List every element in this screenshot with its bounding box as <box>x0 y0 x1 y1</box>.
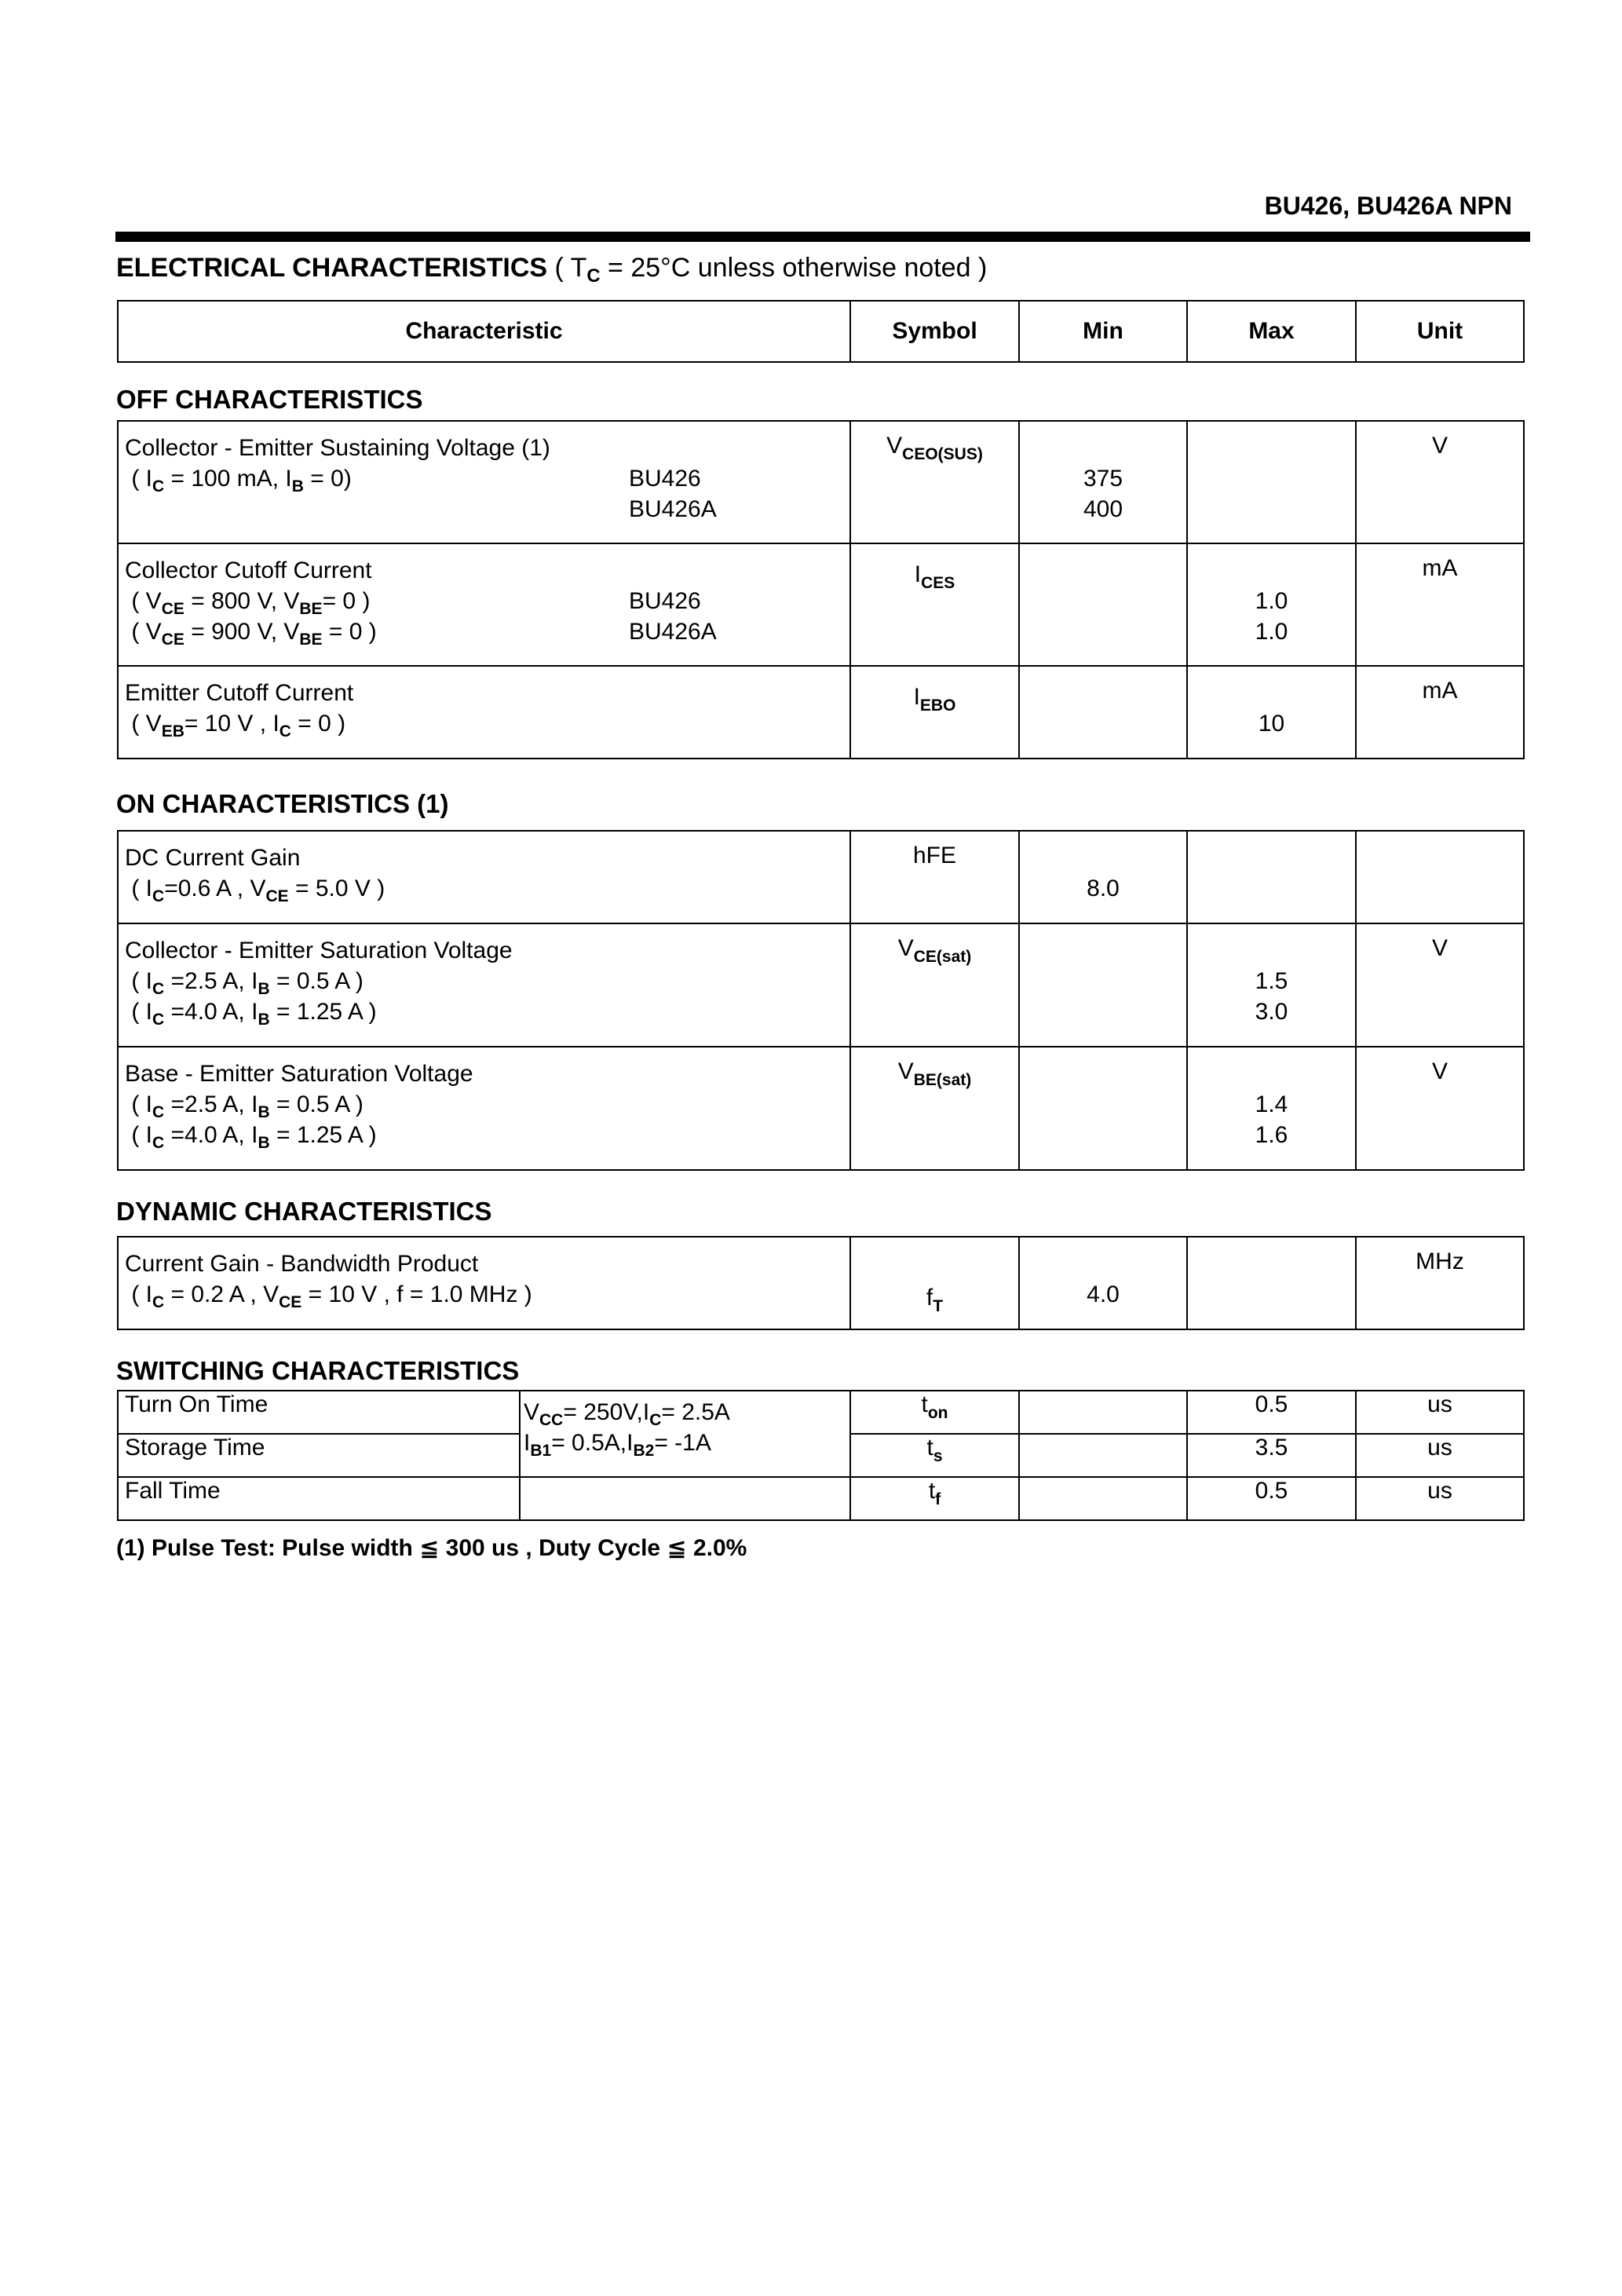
test-condition: ( $I_C =4.0$ A, $I_B = 1.25$ A ) <box>131 999 377 1029</box>
unit-cell: V <box>1356 923 1524 1047</box>
table-row <box>118 923 1524 1047</box>
unit-cell <box>1356 831 1524 923</box>
characteristic-cell <box>118 831 850 923</box>
unit-cell: mA <box>1356 543 1524 666</box>
part-number: BU426, BU426A NPN <box>1264 192 1512 220</box>
switching-characteristics-table <box>117 1390 1525 1521</box>
max-cell: 0.5 <box>1187 1391 1356 1434</box>
characteristic-cell <box>118 421 850 543</box>
unit-cell: V <box>1356 421 1524 543</box>
param-name: Collector - Emitter Saturation Voltage <box>125 938 513 963</box>
param-name: DC Current Gain <box>125 845 301 871</box>
min-cell <box>1019 1391 1187 1434</box>
table-row <box>118 1237 1524 1329</box>
device-name: BU426 <box>629 588 701 614</box>
max-cell <box>1187 1237 1356 1329</box>
page-title <box>116 253 988 287</box>
symbol-cell: $t_f$ <box>850 1477 1019 1520</box>
column-header-table <box>117 300 1525 363</box>
min-cell <box>1019 1477 1187 1520</box>
section-switching-title: SWITCHING CHARACTERISTICS <box>116 1356 520 1385</box>
param-name: Collector - Emitter Sustaining Voltage (1) <box>125 435 550 461</box>
max-cell: 1.4 1.6 <box>1187 1047 1356 1170</box>
symbol-cell: $I_{EBO}$ <box>850 666 1019 759</box>
test-condition: ( $I_C =2.5$ A, $I_B = 0.5$ A ) <box>131 968 363 998</box>
off-characteristics-table <box>117 420 1525 759</box>
unit-cell: mA <box>1356 666 1524 759</box>
device-name: BU426A <box>629 619 717 645</box>
table-row <box>118 543 1524 666</box>
switching-param-name: Fall Time <box>118 1477 520 1520</box>
unit-cell: us <box>1356 1477 1524 1520</box>
table-row <box>118 1391 1524 1434</box>
test-condition: ( $I_C = 100$ mA, $I_B = 0$) BU426 <box>125 463 849 494</box>
table-row <box>118 666 1524 759</box>
device-name: BU426 <box>629 466 701 492</box>
dynamic-characteristics-table <box>117 1236 1525 1330</box>
param-name: Base - Emitter Saturation Voltage <box>125 1061 473 1087</box>
section-dynamic-title: DYNAMIC CHARACTERISTICS <box>116 1197 492 1226</box>
symbol-cell: $V_{CE(sat)}$ <box>850 923 1019 1047</box>
on-characteristics-table <box>117 830 1525 1171</box>
symbol-cell: $V_{BE(sat)}$ <box>850 1047 1019 1170</box>
max-cell: 0.5 <box>1187 1477 1356 1520</box>
unit-cell: MHz <box>1356 1237 1524 1329</box>
table-row <box>118 831 1524 923</box>
less-equal-icon: ≦ <box>667 1535 687 1561</box>
max-cell <box>1187 421 1356 543</box>
symbol-cell: $I_{CES}$ <box>850 543 1019 666</box>
switching-condition-empty <box>520 1477 850 1520</box>
table-row <box>118 421 1524 543</box>
param-name: Current Gain - Bandwidth Product <box>125 1251 479 1277</box>
characteristic-cell <box>118 1047 850 1170</box>
min-cell: 375 400 <box>1019 421 1187 543</box>
section-on-title: ON CHARACTERISTICS (1) <box>116 789 449 818</box>
max-cell: 1.5 3.0 <box>1187 923 1356 1047</box>
section-off-title: OFF CHARACTERISTICS <box>116 385 423 414</box>
col-max: Max <box>1187 301 1356 362</box>
unit-cell: us <box>1356 1434 1524 1477</box>
symbol-cell: $f_T$ <box>850 1237 1019 1329</box>
test-condition: ( $V_{EB}= 10$ V , $I_C = 0$ ) <box>131 711 346 740</box>
footnote: (1) Pulse Test: Pulse width ≦ 300 us , Duty Cycle ≦ 2.0% <box>116 1535 747 1561</box>
max-cell: 1.0 1.0 <box>1187 543 1356 666</box>
min-cell <box>1019 1434 1187 1477</box>
min-cell: 8.0 <box>1019 831 1187 923</box>
unit-cell: us <box>1356 1391 1524 1434</box>
min-cell: 4.0 <box>1019 1237 1187 1329</box>
switching-param-name: Turn On Time <box>118 1391 520 1434</box>
col-characteristic: Characteristic <box>118 301 850 362</box>
test-condition: ( $I_C =2.5$ A, $I_B = 0.5$ A ) <box>131 1091 363 1121</box>
max-cell <box>1187 831 1356 923</box>
col-unit: Unit <box>1356 301 1524 362</box>
symbol-cell: $t_s$ <box>850 1434 1019 1477</box>
characteristic-cell <box>118 543 850 666</box>
min-cell <box>1019 543 1187 666</box>
col-symbol: Symbol <box>850 301 1019 362</box>
symbol-cell: hFE <box>850 831 1019 923</box>
test-condition: ( $I_C =4.0$ A, $I_B = 1.25$ A ) <box>131 1122 377 1152</box>
characteristic-cell <box>118 1237 850 1329</box>
min-cell <box>1019 923 1187 1047</box>
switching-param-name: Storage Time <box>118 1434 520 1477</box>
switching-test-condition: $V_{CC}= 250V,I_C= 2.5A$ $I_{B1}= 0.5A,I_{B2}= -1A$ <box>520 1391 850 1477</box>
table-row <box>118 1477 1524 1520</box>
min-cell <box>1019 1047 1187 1170</box>
col-min: Min <box>1019 301 1187 362</box>
table-row <box>118 1047 1524 1170</box>
min-cell <box>1019 666 1187 759</box>
param-name: Emitter Cutoff Current <box>125 680 354 706</box>
characteristic-cell <box>118 923 850 1047</box>
symbol-cell: $V_{CEO(SUS)}$ <box>850 421 1019 543</box>
title-cond-sub: C <box>586 265 601 287</box>
less-equal-icon: ≦ <box>419 1535 440 1561</box>
title-cond-suffix: = 25°C unless otherwise noted ) <box>600 253 988 283</box>
title-cond-prefix: ( T <box>547 253 587 283</box>
symbol-cell: $t_{on}$ <box>850 1391 1019 1434</box>
test-condition: ( $I_C=0.6$ A , $V_{CE} = 5.0$ V ) <box>131 876 385 905</box>
device-name: BU426A <box>629 496 717 522</box>
test-condition: ( $I_C = 0.2$ A , $V_{CE} = 10$ V , f = 1.0 MHz ) <box>131 1281 532 1311</box>
max-cell: 10 <box>1187 666 1356 759</box>
max-cell: 3.5 <box>1187 1434 1356 1477</box>
test-condition: ( $V_{CE} = 900$ V, $V_{BE} = 0$ ) BU426A <box>125 616 849 647</box>
unit-cell: V <box>1356 1047 1524 1170</box>
test-condition: ( $V_{CE} = 800$ V, $V_{BE}= 0$ ) BU426 <box>125 586 849 616</box>
param-name: Collector Cutoff Current <box>125 558 372 583</box>
title-text: ELECTRICAL CHARACTERISTICS <box>116 253 548 283</box>
characteristic-cell <box>118 666 850 759</box>
header-rule <box>115 232 1530 242</box>
